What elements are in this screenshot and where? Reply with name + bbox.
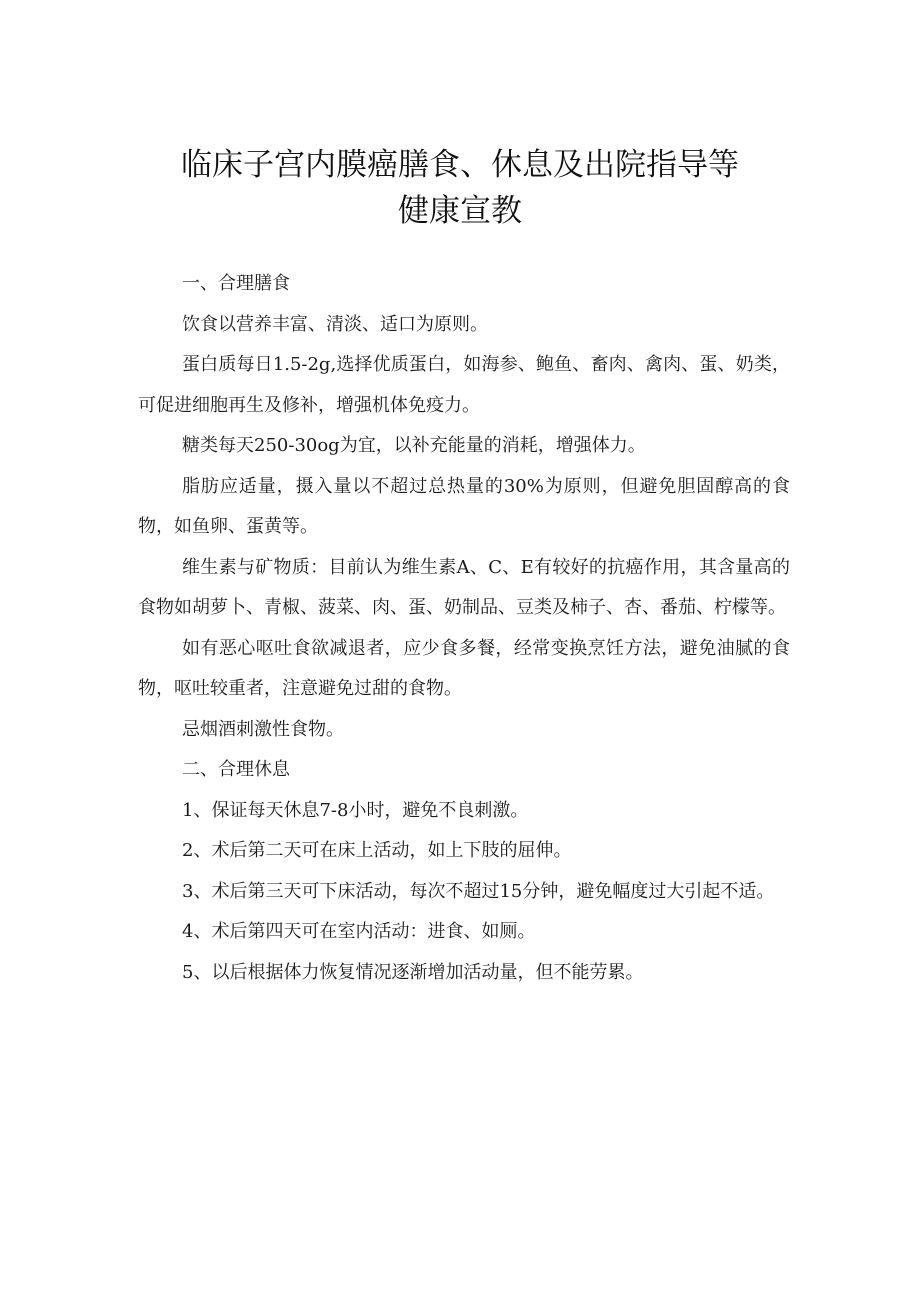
list-item: 5、以后根据体力恢复情况逐渐增加活动量，但不能劳累。 bbox=[182, 961, 644, 983]
section-heading-rest: 二、合理休息 bbox=[182, 759, 290, 780]
paragraph: 蛋白质每日1.5-2g,选择优质蛋白，如海参、鲍鱼、畜肉、禽肉、蛋、奶类，可促进细胞再生及修补，增强机体免疫力。 bbox=[138, 354, 790, 416]
paragraph: 如有恶心呕吐食欲减退者，应少食多餐，经常变换烹饪方法，避免油腻的食物，呕吐较重者，注意避免过甜的食物。 bbox=[138, 637, 790, 699]
section-heading-diet: 一、合理膳食 bbox=[182, 273, 290, 294]
document-body bbox=[138, 264, 790, 993]
paragraph: 忌烟酒刺激性食物。 bbox=[182, 718, 344, 740]
list-item: 1、保证每天休息7-8小时，避免不良刺激。 bbox=[182, 799, 529, 821]
paragraph: 脂肪应适量，摄入量以不超过总热量的30%为原则，但避免胆固醇高的食物，如鱼卵、蛋黄等。 bbox=[138, 475, 790, 537]
paragraph: 糖类每天250-30og为宜，以补充能量的消耗，增强体力。 bbox=[182, 435, 646, 456]
list-item: 4、术后第四天可在室内活动：进食、如厕。 bbox=[182, 921, 536, 942]
list-item: 3、术后第三天可下床活动，每次不超过15分钟，避免幅度过大引起不适。 bbox=[182, 880, 775, 902]
list-item: 2、术后第二天可在床上活动，如上下肢的屈伸。 bbox=[182, 840, 572, 861]
title-line-2: 健康宣教 bbox=[398, 193, 522, 229]
paragraph: 维生素与矿物质：目前认为维生素A、C、E有较好的抗癌作用，其含量高的食物如胡萝卜、青椒、菠菜、肉、蛋、奶制品、豆类及柿子、杏、番茄、柠檬等。 bbox=[138, 556, 790, 618]
page-title bbox=[0, 142, 920, 234]
paragraph: 饮食以营养丰富、清淡、适口为原则。 bbox=[182, 313, 488, 335]
title-line-1: 临床子宫内膜癌膳食、休息及出院指导等 bbox=[181, 147, 739, 183]
